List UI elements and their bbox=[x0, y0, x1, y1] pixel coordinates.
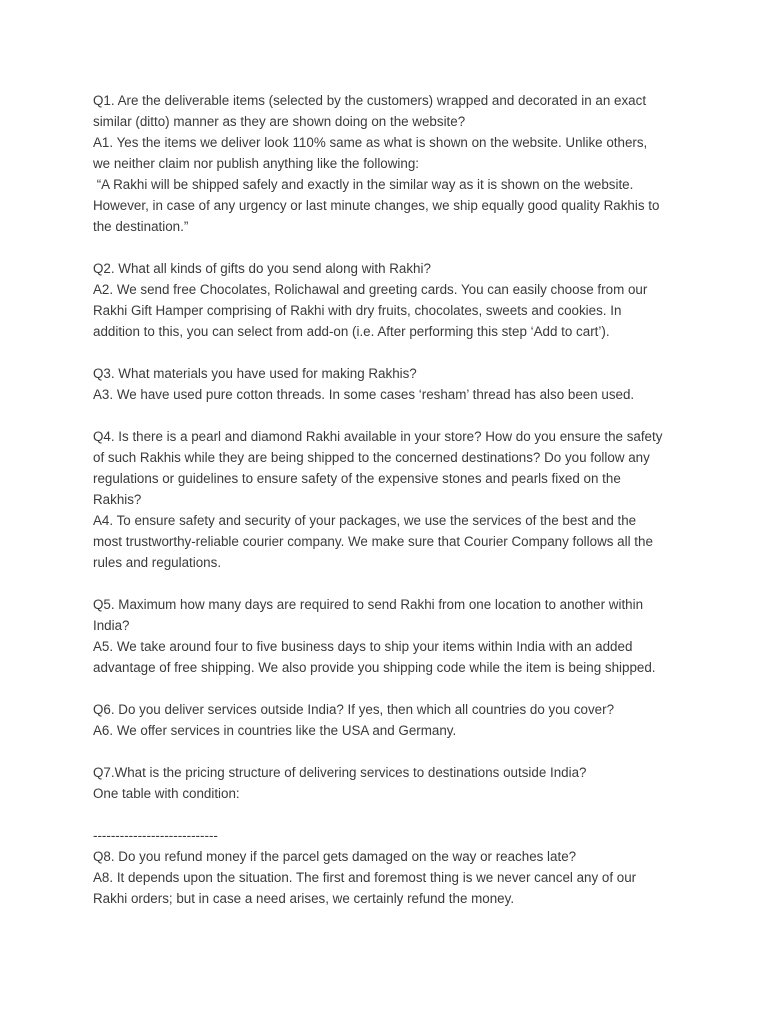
q2-question-line-1: Q2. What all kinds of gifts do you send along with Rakhi? bbox=[93, 261, 431, 276]
q5-answer-line-1: A5. We take around four to five business days to ship your items within India with an added bbox=[93, 639, 633, 654]
q5-question-line-1: Q5. Maximum how many days are required to send Rakhi from one location to another within bbox=[93, 597, 644, 612]
q3-answer-line-1: A3. We have used pure cotton threads. In some cases ‘resham’ thread has also been used. bbox=[93, 387, 635, 402]
q4-answer-line-2: most trustworthy-reliable courier company. We make sure that Courier Company follows all the bbox=[93, 534, 653, 549]
paragraph-gap bbox=[93, 405, 683, 426]
q2-answer-line-1: A2. We send free Chocolates, Rolichawal and greeting cards. You can easily choose from our bbox=[93, 282, 648, 297]
q7-question-line-1: Q7.What is the pricing structure of delivering services to destinations outside India? bbox=[93, 765, 587, 780]
q4-question-line-3: regulations or guidelines to ensure safety of the expensive stones and pearls fixed on the bbox=[93, 471, 621, 486]
paragraph-gap bbox=[93, 237, 683, 258]
q4-answer-line-3: rules and regulations. bbox=[93, 555, 222, 570]
q5-question-line-2: India? bbox=[93, 618, 130, 633]
q8-answer-line-2: Rakhi orders; but in case a need arises, we certainly refund the money. bbox=[93, 891, 515, 906]
paragraph-gap bbox=[93, 342, 683, 363]
q1-answer-line-2: we neither claim nor publish anything like the following: bbox=[93, 156, 420, 171]
q1-answer-line-3: “A Rakhi will be shipped safely and exactly in the similar way as it is shown on the website. bbox=[93, 177, 634, 192]
q3-question-line-1: Q3. What materials you have used for making Rakhis? bbox=[93, 366, 417, 381]
q8-question-line-1: Q8. Do you refund money if the parcel gets damaged on the way or reaches late? bbox=[93, 849, 577, 864]
q1-answer-line-4: However, in case of any urgency or last minute changes, we ship equally good quality Rakhis to bbox=[93, 198, 660, 213]
paragraph-gap bbox=[93, 573, 683, 594]
q1-question-line-2: similar (ditto) manner as they are shown doing on the website? bbox=[93, 114, 466, 129]
q4-question-line-4: Rakhis? bbox=[93, 492, 142, 507]
separator-line: ---------------------------- bbox=[93, 828, 218, 843]
q4-answer-line-1: A4. To ensure safety and security of your packages, we use the services of the best and the bbox=[93, 513, 637, 528]
q4-question-line-1: Q4. Is there is a pearl and diamond Rakhi available in your store? How do you ensure the safety bbox=[93, 429, 663, 444]
q6-question-line-1: Q6. Do you deliver services outside India? If yes, then which all countries do you cover? bbox=[93, 702, 615, 717]
q4-question-line-2: of such Rakhis while they are being shipped to the concerned destinations? Do you follow any bbox=[93, 450, 650, 465]
q2-answer-line-3: addition to this, you can select from add-on (i.e. After performing this step ‘Add to cart’). bbox=[93, 324, 610, 339]
paragraph-gap bbox=[93, 741, 683, 762]
q8-answer-line-1: A8. It depends upon the situation. The first and foremost thing is we never cancel any of our bbox=[93, 870, 637, 885]
faq-document bbox=[93, 90, 683, 909]
q2-answer-line-2: Rakhi Gift Hamper comprising of Rakhi with dry fruits, chocolates, sweets and cookies. In bbox=[93, 303, 622, 318]
paragraph-gap bbox=[93, 804, 683, 825]
paragraph-gap bbox=[93, 678, 683, 699]
q5-answer-line-2: advantage of free shipping. We also provide you shipping code while the item is being shipped. bbox=[93, 660, 656, 675]
q1-question-line-1: Q1. Are the deliverable items (selected by the customers) wrapped and decorated in an exact bbox=[93, 93, 647, 108]
q6-answer-line-1: A6. We offer services in countries like the USA and Germany. bbox=[93, 723, 457, 738]
q1-answer-line-1: A1. Yes the items we deliver look 110% same as what is shown on the website. Unlike others, bbox=[93, 135, 648, 150]
q1-answer-line-5: the destination.” bbox=[93, 219, 189, 234]
q7-answer-line-1: One table with condition: bbox=[93, 786, 240, 801]
